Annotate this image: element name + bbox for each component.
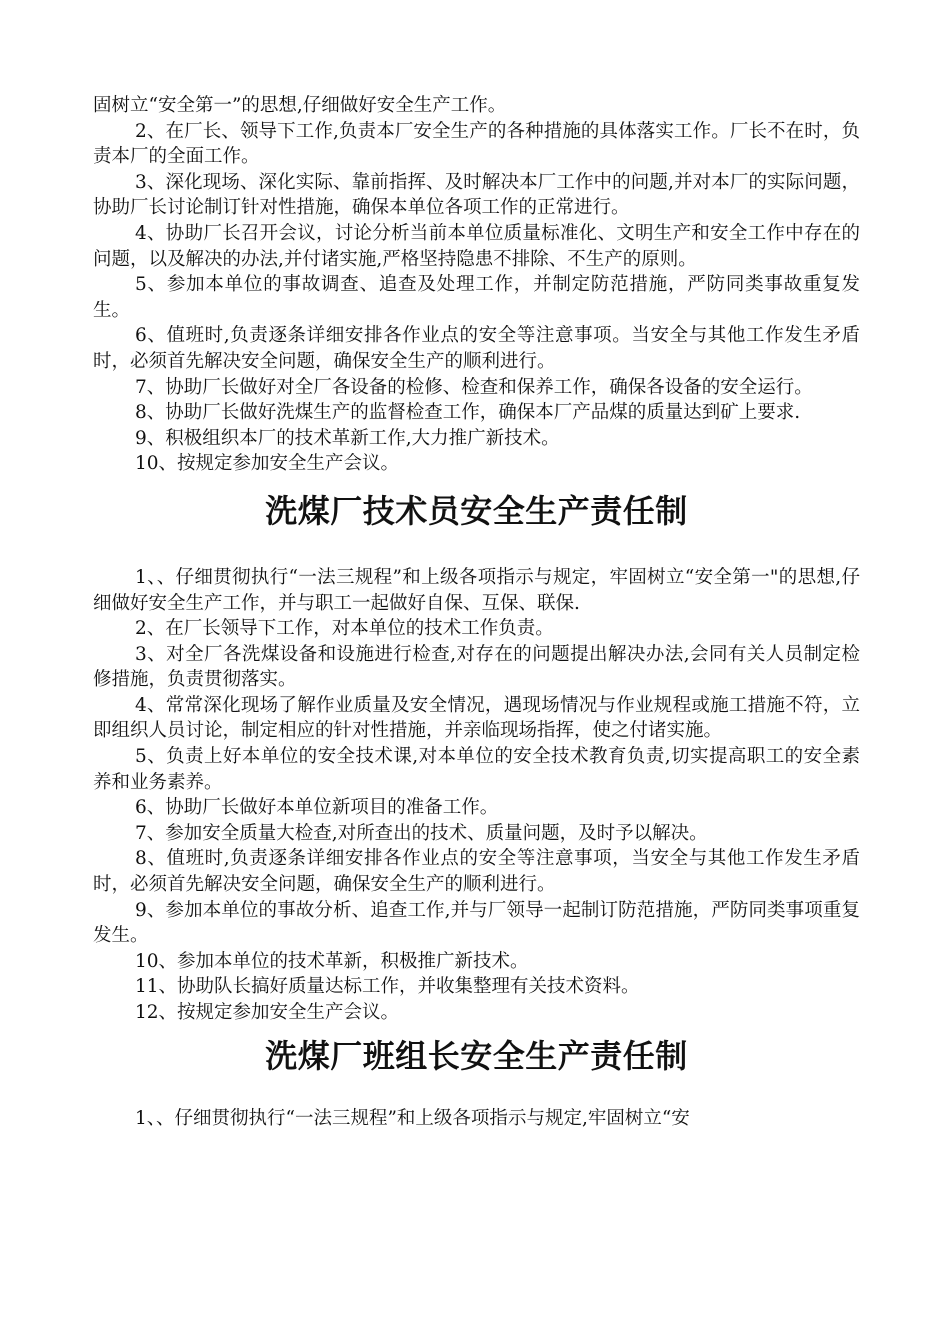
paragraph: 3、对全厂各洗煤设备和设施进行检查,对存在的问题提出解决办法,会同有关人员制定检修措施，负责贯彻落实。 (93, 643, 860, 691)
section-prev (93, 93, 860, 477)
section-title-team-leader: 洗煤厂班组长安全生产责任制 (265, 1036, 688, 1075)
paragraph: 9、积极组织本厂的技术革新工作,大力推广新技术。 (135, 427, 560, 449)
paragraph: 7、参加安全质量大检查,对所查出的技术、质量问题，及时予以解决。 (135, 822, 708, 844)
paragraph: 3、深化现场、深化实际、靠前指挥、及时解决本厂工作中的问题,并对本厂的实际问题，协助厂长讨论制订针对性措施，确保本单位各项工作的正常进行。 (93, 171, 860, 219)
paragraph: 8、值班时,负责逐条详细安排各作业点的安全等注意事项，当安全与其他工作发生矛盾时，必须首先解决安全问题，确保安全生产的顺利进行。 (93, 848, 860, 896)
section-team-leader (93, 1106, 860, 1132)
paragraph: 2、在厂长、领导下工作,负责本厂安全生产的各种措施的具体落实工作。厂长不在时，负责本厂的全面工作。 (93, 120, 860, 168)
paragraph: 固树立“安全第一”的思想,仔细做好安全生产工作。 (93, 95, 507, 116)
section-title-technician: 洗煤厂技术员安全生产责任制 (265, 491, 688, 530)
paragraph: 11、协助队长搞好质量达标工作，并收集整理有关技术资料。 (135, 976, 640, 998)
section-technician (93, 565, 860, 1026)
paragraph: 5、参加本单位的事故调查、追查及处理工作，并制定防范措施，严防同类事故重复发生。 (93, 274, 860, 321)
paragraph: 2、在厂长领导下工作，对本单位的技术工作负责。 (135, 618, 554, 640)
paragraph: 4、常常深化现场了解作业质量及安全情况，遇现场情况与作业规程或施工措施不符，立即组织人员讨论，制定相应的针对性措施，并亲临现场指挥，使之付诸实施。 (93, 694, 860, 742)
document-page (93, 93, 860, 1131)
paragraph: 4、协助厂长召开会议，讨论分析当前本单位质量标准化、文明生产和安全工作中存在的问题，以及解决的办法,并付诸实施,严格坚持隐患不排除、不生产的原则。 (93, 222, 860, 270)
paragraph: 5、负责上好本单位的安全技术课,对本单位的安全技术教育负责,切实提高职工的安全素养和业务素养。 (93, 746, 860, 793)
paragraph: 12、按规定参加安全生产会议。 (135, 1002, 400, 1023)
paragraph: 10、按规定参加安全生产会议。 (135, 453, 400, 475)
paragraph: 9、参加本单位的事故分析、追查工作,并与厂领导一起制订防范措施，严防同类事项重复发生。 (93, 899, 860, 947)
paragraph: 10、参加本单位的技术革新，积极推广新技术。 (135, 950, 529, 972)
paragraph: 6、协助厂长做好本单位新项目的准备工作。 (135, 797, 499, 819)
paragraph: 7、协助厂长做好对全厂各设备的检修、检查和保养工作，确保各设备的安全运行。 (135, 376, 813, 398)
paragraph: 1、、仔细贯彻执行“一法三规程”和上级各项指示与规定,牢固树立“安 (135, 1107, 690, 1129)
paragraph: 1、、仔细贯彻执行“一法三规程”和上级各项指示与规定，牢固树立“安全第一"的思想,仔细做好安全生产工作，并与职工一起做好自保、互保、联保. (93, 566, 860, 614)
paragraph: 6、值班时,负责逐条详细安排各作业点的安全等注意事项。当安全与其他工作发生矛盾时，必须首先解决安全问题，确保安全生产的顺利进行。 (93, 325, 860, 372)
paragraph: 8、协助厂长做好洗煤生产的监督检查工作，确保本厂产品煤的质量达到矿上要求. (135, 402, 801, 424)
